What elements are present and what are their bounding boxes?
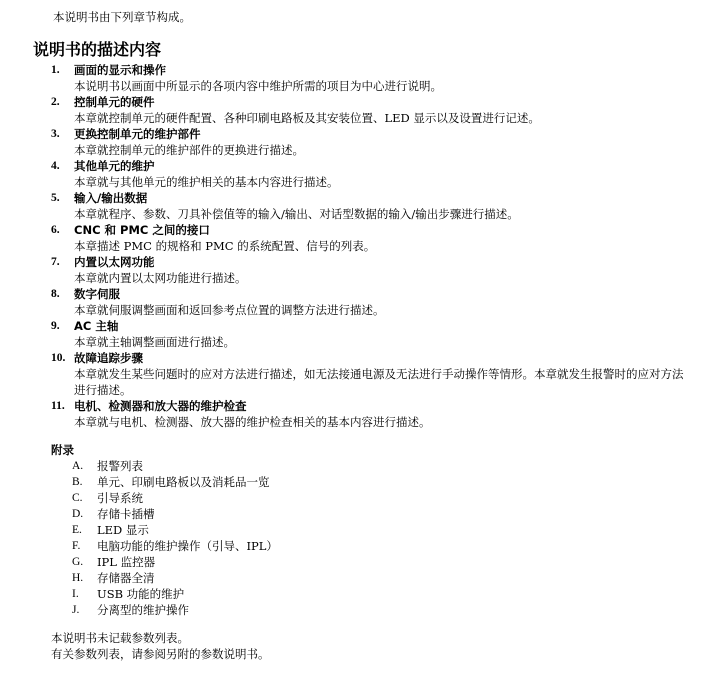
appendix-letter: B. — [72, 476, 83, 488]
appendix-item-f — [0, 538, 721, 554]
appendix-list — [0, 458, 721, 618]
appendix-item-d — [0, 506, 721, 522]
appendix-label: 引导系统 — [97, 491, 143, 505]
appendix-letter: I. — [72, 588, 79, 600]
chapter-item-10 — [0, 350, 721, 398]
appendix-title: 附录 — [51, 443, 74, 457]
appendix-label: 单元、印刷电路板以及消耗品一览 — [97, 475, 270, 489]
appendix-item-b — [0, 474, 721, 490]
chapter-description: 本章就伺服调整画面和返回参考点位置的调整方法进行描述。 — [74, 303, 385, 317]
chapter-number: 2. — [51, 96, 60, 108]
appendix-item-i — [0, 586, 721, 602]
chapter-item-6 — [0, 222, 721, 254]
chapter-description: 本说明书以画面中所显示的各项内容中维护所需的项目为中心进行说明。 — [74, 79, 442, 93]
appendix-letter: G. — [72, 556, 84, 568]
chapter-title: 更换控制单元的维护部件 — [74, 127, 201, 141]
appendix-item-a — [0, 458, 721, 474]
appendix-label: 分离型的维护操作 — [97, 603, 189, 617]
chapter-number: 4. — [51, 160, 60, 172]
appendix-item-c — [0, 490, 721, 506]
chapter-description: 本章就与其他单元的维护相关的基本内容进行描述。 — [74, 175, 339, 189]
chapter-title: 控制单元的硬件 — [74, 95, 155, 109]
chapter-item-4 — [0, 158, 721, 190]
chapter-number: 3. — [51, 128, 60, 140]
appendix-item-g — [0, 554, 721, 570]
chapter-title: 内置以太网功能 — [74, 255, 155, 269]
chapter-description: 本章就与电机、检测器、放大器的维护检查相关的基本内容进行描述。 — [74, 415, 431, 429]
chapter-item-11 — [0, 398, 721, 430]
chapter-item-2 — [0, 94, 721, 126]
chapter-description: 本章就控制单元的维护部件的更换进行描述。 — [74, 143, 304, 157]
footer-line-2: 有关参数列表，请参阅另附的参数说明书。 — [51, 647, 270, 661]
appendix-item-j — [0, 602, 721, 618]
appendix-letter: E. — [72, 524, 82, 536]
chapter-title: AC 主轴 — [74, 319, 119, 333]
appendix-letter: D. — [72, 508, 84, 520]
chapter-title: 其他单元的维护 — [74, 159, 155, 173]
appendix-letter: H. — [72, 572, 84, 584]
chapter-number: 7. — [51, 256, 60, 268]
appendix-item-h — [0, 570, 721, 586]
chapter-number: 11. — [51, 400, 65, 412]
chapter-title: 故障追踪步骤 — [74, 351, 143, 365]
appendix-label: IPL 监控器 — [97, 555, 156, 569]
appendix-letter: A. — [72, 460, 84, 472]
footer-line-1: 本说明书未记载参数列表。 — [51, 631, 189, 645]
chapter-description: 本章描述 PMC 的规格和 PMC 的系统配置、信号的列表。 — [74, 239, 376, 253]
chapter-number: 1. — [51, 64, 60, 76]
intro-text: 本说明书由下列章节构成。 — [53, 10, 191, 24]
chapter-description: 本章就内置以太网功能进行描述。 — [74, 271, 247, 285]
chapter-number: 8. — [51, 288, 60, 300]
appendix-label: 报警列表 — [97, 459, 143, 473]
chapter-item-7 — [0, 254, 721, 286]
chapter-description: 本章就发生某些问题时的应对方法进行描述，如无法接通电源及无法进行手动操作等情形。本章就发生报警时的应对方法进行描述。 — [74, 367, 684, 397]
chapter-title: 画面的显示和操作 — [74, 63, 166, 77]
chapter-title: 电机、检测器和放大器的维护检查 — [74, 399, 247, 413]
chapter-item-5 — [0, 190, 721, 222]
appendix-label: 存储器全清 — [97, 571, 155, 585]
appendix-label: 存储卡插槽 — [97, 507, 155, 521]
chapter-title: CNC 和 PMC 之间的接口 — [74, 223, 210, 237]
chapter-title: 输入/输出数据 — [74, 191, 148, 205]
section-heading: 说明书的描述内容 — [33, 40, 162, 59]
appendix-letter: F. — [72, 540, 81, 552]
chapter-number: 6. — [51, 224, 60, 236]
footer-note — [51, 630, 270, 662]
appendix-item-e — [0, 522, 721, 538]
appendix-letter: J. — [72, 604, 80, 616]
appendix-label: LED 显示 — [97, 523, 149, 537]
chapter-item-3 — [0, 126, 721, 158]
appendix-letter: C. — [72, 492, 83, 504]
appendix-label: USB 功能的维护 — [97, 587, 185, 601]
chapter-description: 本章就主轴调整画面进行描述。 — [74, 335, 235, 349]
chapter-item-9 — [0, 318, 721, 350]
chapter-item-1 — [0, 62, 721, 94]
appendix-label: 电脑功能的维护操作（引导、IPL） — [97, 539, 278, 553]
chapter-list — [0, 62, 721, 430]
chapter-description: 本章就控制单元的硬件配置、各种印刷电路板及其安装位置、LED 显示以及设置进行记述。 — [74, 111, 540, 125]
chapter-number: 9. — [51, 320, 60, 332]
chapter-description: 本章就程序、参数、刀具补偿值等的输入/输出、对话型数据的输入/输出步骤进行描述。 — [74, 207, 519, 221]
chapter-number: 5. — [51, 192, 60, 204]
chapter-item-8 — [0, 286, 721, 318]
chapter-number: 10. — [51, 352, 66, 364]
chapter-title: 数字伺服 — [74, 287, 120, 301]
